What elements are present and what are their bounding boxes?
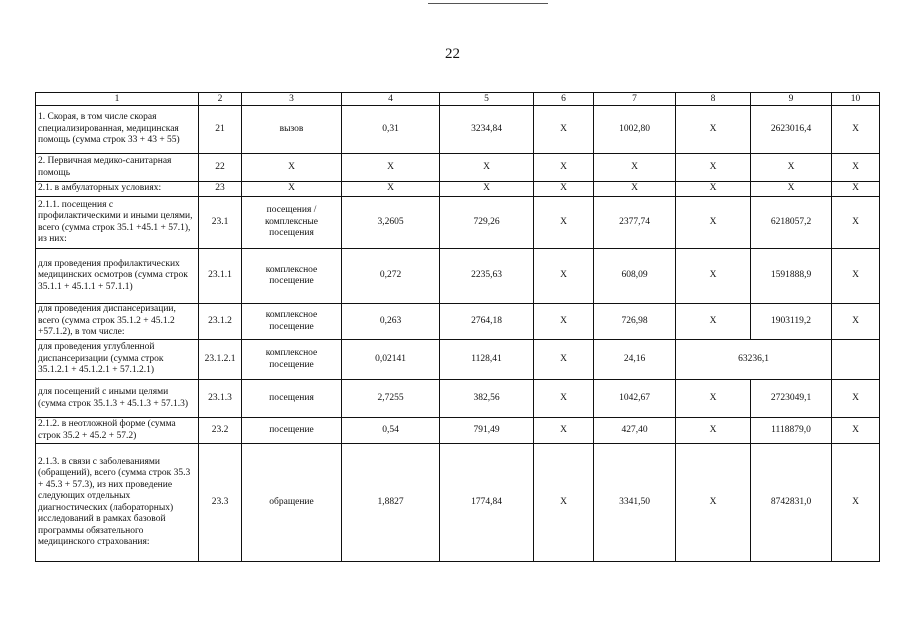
table-cell: X — [676, 304, 751, 340]
table-cell: 1591888,9 — [751, 249, 832, 304]
table-row — [36, 340, 880, 380]
table-cell: X — [832, 197, 880, 249]
row-unit: посещения — [242, 380, 342, 418]
table-cell: X — [440, 154, 534, 182]
table-cell: 1118879,0 — [751, 418, 832, 444]
row-code: 23.1 — [199, 197, 242, 249]
row-unit: X — [242, 182, 342, 197]
row-code: 23.3 — [199, 444, 242, 562]
data-table — [35, 92, 880, 562]
page-number: 22 — [445, 46, 460, 62]
row-code: 23.2 — [199, 418, 242, 444]
table-cell: 24,16 — [594, 340, 676, 380]
table-cell: X — [832, 249, 880, 304]
row-code: 23 — [199, 182, 242, 197]
table-cell: 1,8827 — [342, 444, 440, 562]
row-name: для проведения профилактических медицинских осмотров (сумма строк 35.1.1 + 45.1.1 + 57.1.1) — [36, 249, 199, 304]
row-code: 23.1.2.1 — [199, 340, 242, 380]
table-cell: 0,54 — [342, 418, 440, 444]
row-name: для проведения углубленной диспансеризации (сумма строк 35.1.2.1 + 45.1.2.1 + 57.1.2.1) — [36, 340, 199, 380]
table-row — [36, 182, 880, 197]
row-unit: вызов — [242, 106, 342, 154]
table-cell: X — [676, 418, 751, 444]
row-code: 23.1.1 — [199, 249, 242, 304]
table-cell: 2623016,4 — [751, 106, 832, 154]
table-cell: 0,272 — [342, 249, 440, 304]
table-cell: 0,263 — [342, 304, 440, 340]
table-cell: X — [832, 182, 880, 197]
table-cell: X — [534, 380, 594, 418]
table-cell: 63236,1 — [676, 340, 832, 380]
table-cell: X — [342, 182, 440, 197]
table-cell: X — [832, 106, 880, 154]
table-cell: 729,26 — [440, 197, 534, 249]
row-unit: посещения / комплексные посещения — [242, 197, 342, 249]
row-unit: комплексное посещение — [242, 340, 342, 380]
table-row — [36, 197, 880, 249]
column-header: 8 — [676, 93, 751, 106]
table-cell: 791,49 — [440, 418, 534, 444]
table-cell: X — [832, 444, 880, 562]
row-unit: X — [242, 154, 342, 182]
row-name: 2. Первичная медико-санитарная помощь — [36, 154, 199, 182]
table-cell: X — [534, 340, 594, 380]
table-cell: 0,02141 — [342, 340, 440, 380]
table-cell: X — [751, 154, 832, 182]
row-unit: обращение — [242, 444, 342, 562]
table-cell: X — [534, 444, 594, 562]
row-unit: посещение — [242, 418, 342, 444]
table-cell: 2723049,1 — [751, 380, 832, 418]
table-cell: X — [751, 182, 832, 197]
table-cell: 1042,67 — [594, 380, 676, 418]
column-header: 4 — [342, 93, 440, 106]
table-cell: 2764,18 — [440, 304, 534, 340]
table-row — [36, 304, 880, 340]
row-name: 2.1.2. в неотложной форме (сумма строк 35.2 + 45.2 + 57.2) — [36, 418, 199, 444]
table-cell: X — [594, 182, 676, 197]
table-cell: 6218057,2 — [751, 197, 832, 249]
column-header: 6 — [534, 93, 594, 106]
table-cell: 3,2605 — [342, 197, 440, 249]
row-name: 1. Скорая, в том числе скорая специализированная, медицинская помощь (сумма строк 33 + 43 + 55) — [36, 106, 199, 154]
row-code: 23.1.3 — [199, 380, 242, 418]
column-header: 9 — [751, 93, 832, 106]
table-cell: X — [342, 154, 440, 182]
table-cell: 2377,74 — [594, 197, 676, 249]
column-header: 7 — [594, 93, 676, 106]
table-cell: 1128,41 — [440, 340, 534, 380]
table-cell: X — [676, 106, 751, 154]
column-number-row — [36, 93, 880, 106]
row-code: 21 — [199, 106, 242, 154]
table-cell: 427,40 — [594, 418, 676, 444]
table-cell: 2235,63 — [440, 249, 534, 304]
table-cell: 1903119,2 — [751, 304, 832, 340]
table-cell: X — [440, 182, 534, 197]
table-cell: X — [676, 197, 751, 249]
table-cell: X — [534, 249, 594, 304]
table-cell: X — [594, 154, 676, 182]
table-cell: X — [832, 304, 880, 340]
table-cell: X — [534, 106, 594, 154]
table-row — [36, 249, 880, 304]
table-cell: X — [534, 304, 594, 340]
table-cell: 8742831,0 — [751, 444, 832, 562]
row-unit: комплексное посещение — [242, 304, 342, 340]
table-cell: X — [534, 182, 594, 197]
column-header: 2 — [199, 93, 242, 106]
table-row — [36, 106, 880, 154]
table-cell: X — [832, 154, 880, 182]
table-cell: X — [676, 249, 751, 304]
row-name: 2.1.1. посещения с профилактическими и иными целями, всего (сумма строк 35.1 +45.1 + 57.1), из них: — [36, 197, 199, 249]
row-name: 2.1.3. в связи с заболеваниями (обращений), всего (сумма строк 35.3 + 45.3 + 57.3), из них проведение следующих отдельных диагностических (лабораторных) исследований в рамках базовой программы обязательного медицинского страхования: — [36, 444, 199, 562]
table-cell: X — [832, 380, 880, 418]
table-cell: 382,56 — [440, 380, 534, 418]
table-row — [36, 444, 880, 562]
table-cell: X — [534, 197, 594, 249]
table-cell: X — [676, 380, 751, 418]
row-name: 2.1. в амбулаторных условиях: — [36, 182, 199, 197]
column-header: 1 — [36, 93, 199, 106]
table-cell: X — [676, 444, 751, 562]
table-cell: 2,7255 — [342, 380, 440, 418]
header-rule — [428, 3, 548, 4]
table-cell: X — [832, 418, 880, 444]
table-cell: 1002,80 — [594, 106, 676, 154]
table-cell: X — [676, 182, 751, 197]
table-row — [36, 380, 880, 418]
table-cell: 0,31 — [342, 106, 440, 154]
column-header: 3 — [242, 93, 342, 106]
row-code: 23.1.2 — [199, 304, 242, 340]
row-code: 22 — [199, 154, 242, 182]
row-unit: комплексное посещение — [242, 249, 342, 304]
table-cell — [832, 340, 880, 380]
table-cell: X — [534, 418, 594, 444]
row-name: для проведения диспансеризации, всего (сумма строк 35.1.2 + 45.1.2 +57.1.2), в том числе: — [36, 304, 199, 340]
table-cell: 1774,84 — [440, 444, 534, 562]
table-cell: 3234,84 — [440, 106, 534, 154]
row-name: для посещений с иными целями (сумма строк 35.1.3 + 45.1.3 + 57.1.3) — [36, 380, 199, 418]
table-row — [36, 154, 880, 182]
table-row — [36, 418, 880, 444]
column-header: 10 — [832, 93, 880, 106]
table-cell: 3341,50 — [594, 444, 676, 562]
column-header: 5 — [440, 93, 534, 106]
table-cell: 726,98 — [594, 304, 676, 340]
table-cell: X — [676, 154, 751, 182]
table-cell: 608,09 — [594, 249, 676, 304]
table-cell: X — [534, 154, 594, 182]
